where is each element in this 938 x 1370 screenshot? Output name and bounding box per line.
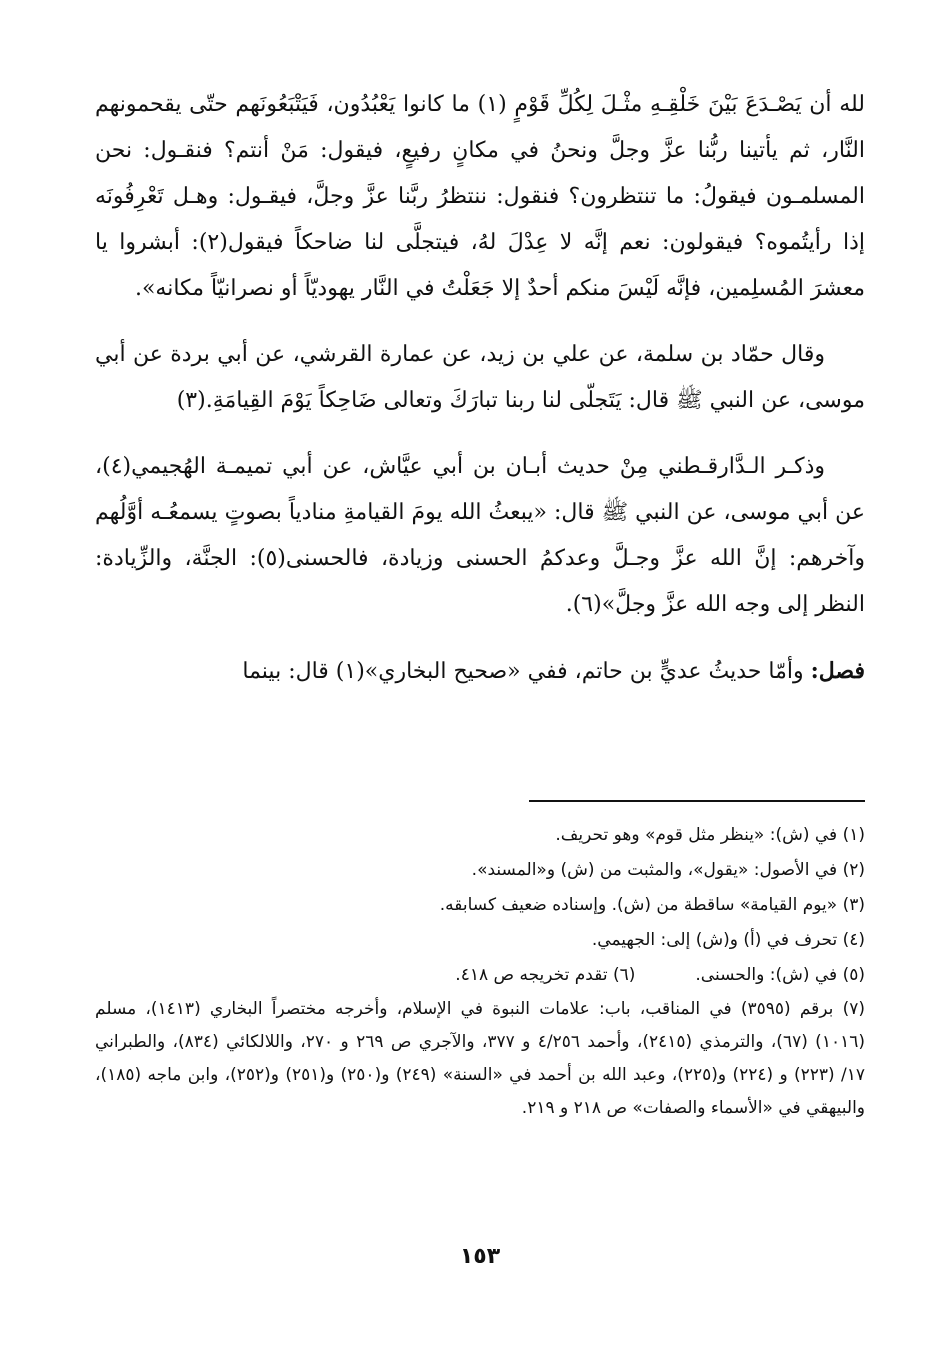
footnote-3: (٣) «يوم القيامة» ساقطة من (ش). وإسناده ضعيف كسابقه. [439, 895, 865, 915]
paragraph-4 [95, 648, 865, 695]
footnote-6: (٦) تقدم تخريجه ص ٤١٨. [455, 965, 636, 985]
page-number: ١٥٣ [459, 1244, 501, 1269]
footnote-separator [529, 800, 865, 802]
footnote-7: (٧) برقم (٣٥٩٥) في المناقب، باب: علامات النبوة في الإسلام، وأخرجه مختصراً البخاري (١٤١٣)، مسلم (١٠١٦) (٦٧)، والترمذي (٢٤١٥)، وأحمد ٤/٢٥٦ و ٣٧٧، والآجري ص ٢٦٩ و ٢٧٠، واللالكائي (٨٣٤)، والطبراني ١٧/ (٢٢٣) و (٢٢٤) و(٢٢٥)، وعبد الله بن أحمد في «السنة» (٢٤٩) و(٢٥٠) و(٢٥١) و(٢٥٢)، وابن ماجه (١٨٥)، والبيهقي في «الأسماء والصفات» ص ٢١٨ و ٢١٩. [95, 999, 865, 1118]
paragraph-1: لله أن يَصْـدَعَ بَيْنَ خَلْقِـهِ مثْـلَ لِكُلِّ قَوْمٍ (١) ما كانوا يَعْبُدُون، فَيَتْبَعُونَهم حتّى يقحمونهم النَّار، ثم يأتينا ربُّنا عزَّ وجلَّ ونحنُ في مكانٍ رفيعٍ، فيقول: مَنْ أنتم؟ فنقـول: نحن المسلمـون فيقولُ: ما تنتظرون؟ فنقول: ننتظرُ ربَّنا عزَّ وجلَّ، فيقـول: وهـل تَعْرِفُونَه إذا رأيتُموه؟ فيقولون: نعم إنَّه لا عِدْلَ لهُ، فيتجلَّى لنا ضاحكاً فيقول(٢): أبشروا يا معشرَ المُسلِمين، فإنَّه لَيْسَ منكم أحدٌ إلا جَعَلْتُ في النَّار يهوديّاً أو نصرانيّاً مكانه». [95, 92, 865, 301]
footnote-2: (٢) في الأصول: «يقول»، والمثبت من (ش) و«المسند». [471, 860, 865, 880]
main-text [95, 82, 865, 695]
paragraph-2: وقال حمّاد بن سلمة، عن علي بن زيد، عن عمارة القرشي، عن أبي بردة عن أبي موسى، عن النبي ﷺ قال: يَتَجلّى لنا ربنا تبارَكَ وتعالى ضَاحِكاً يَوْمَ القِيامَةِ.(٣) [95, 342, 865, 413]
footnote-pair [95, 958, 865, 993]
footnote-5: (٥) في (ش): والحسنى. [695, 965, 865, 985]
footnote-4: (٤) تحرف في (أ) و(ش) إلى: الجهيمي. [591, 930, 865, 950]
paragraph-3: وذكـر الـدَّارقـطني مِنْ حديث أبـان بن أبي عيَّاش، عن أبي تميمـة الهُجيمي(٤)، عن أبي موسى، عن النبي ﷺ قال: «يبعثُ الله يومَ القيامةِ منادياً بصوتٍ يسمعُـه أوَّلُهم وآخرهم: إنَّ الله عزَّ وجـلَّ وعدكمُ الحسنى وزيادة، فالحسنى(٥): الجنَّة، والزِّيادة: النظر إلى وجه الله عزَّ وجلَّ»(٦). [95, 454, 865, 617]
fasl-label: فصل: [810, 658, 865, 684]
footnotes [95, 818, 865, 1125]
footnote-1: (١) في (ش): «ينظر مثل قوم» وهو تحريف. [555, 825, 865, 845]
paragraph-4-text: وأمّا حديثُ عديٍّ بن حاتم، ففي «صحيح البخاري»(١) قال: بينما [242, 659, 811, 684]
book-page [95, 82, 865, 1269]
